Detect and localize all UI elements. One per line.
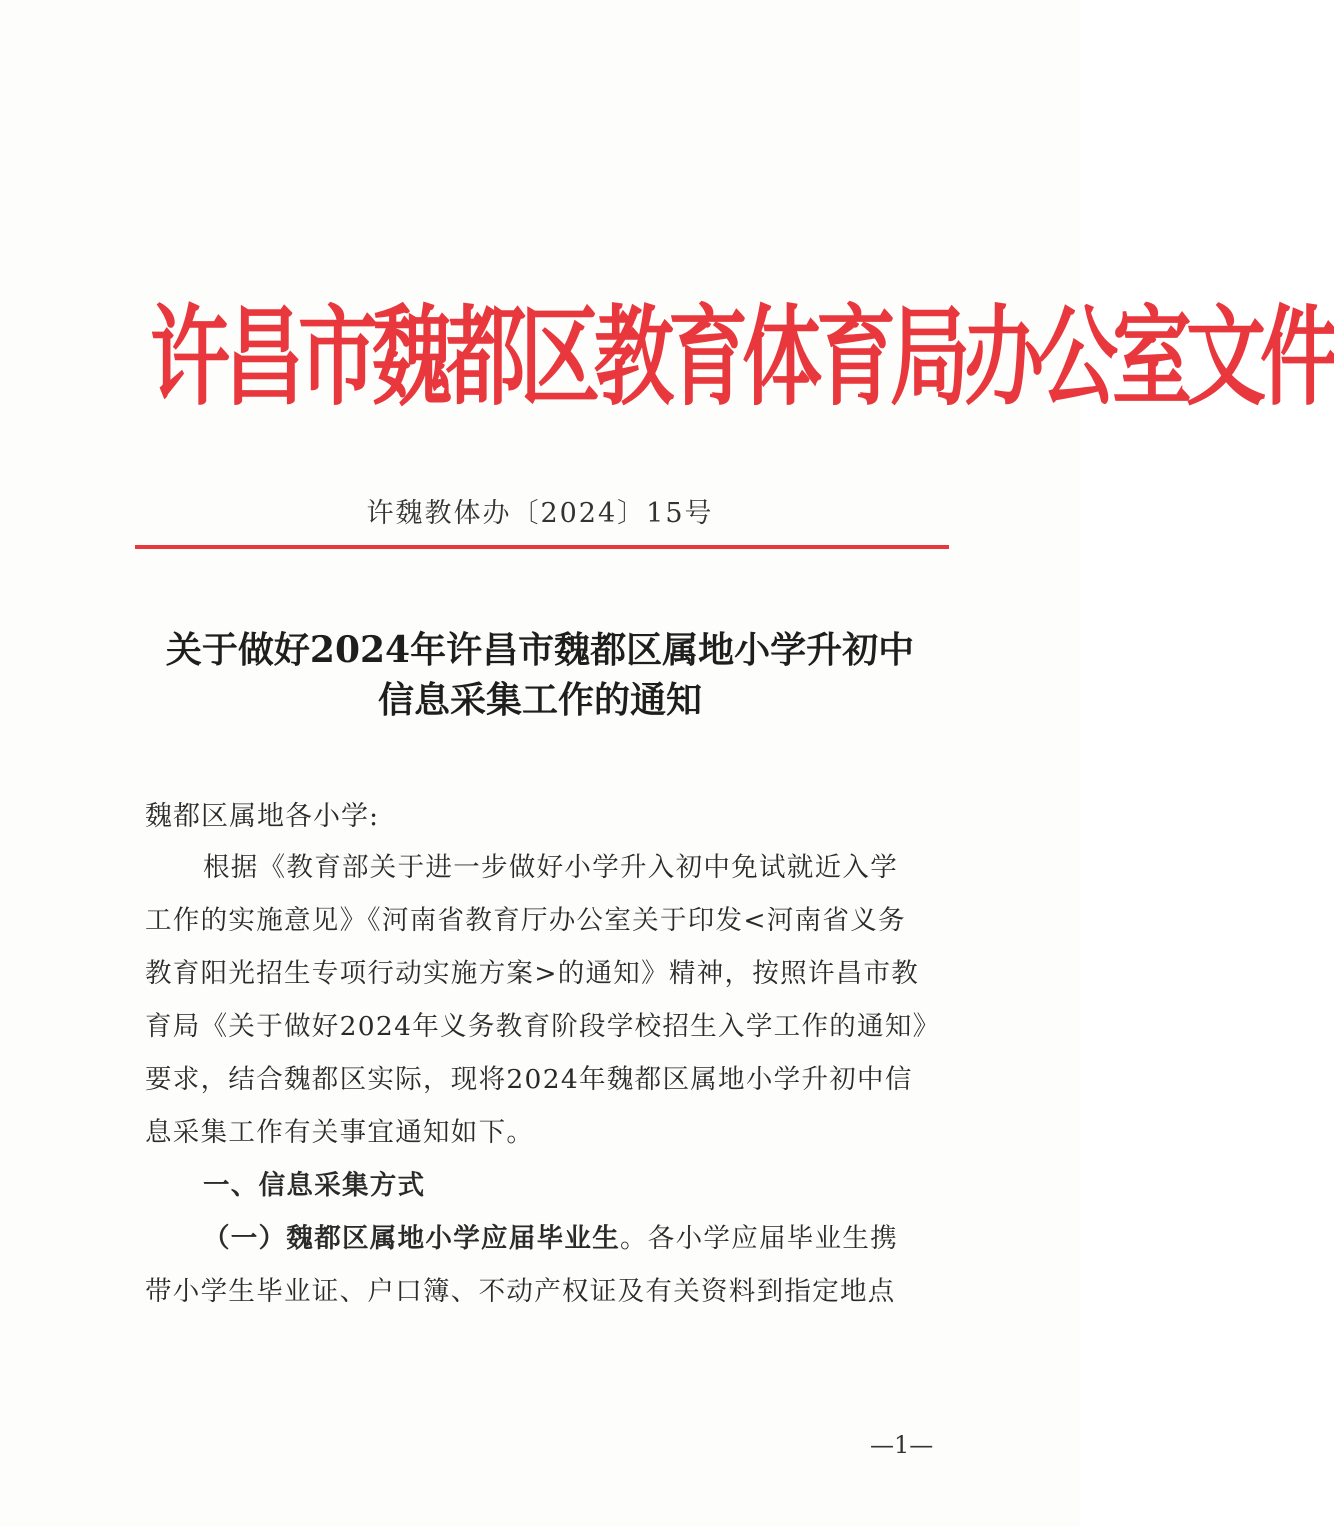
red-separator-rule xyxy=(135,545,949,549)
subsection1-line-2: 带小学生毕业证、户口簿、不动产权证及有关资料到指定地点 xyxy=(145,1276,896,1307)
title-line-2: 信息采集工作的通知 xyxy=(377,679,702,721)
subsection1-line-1 xyxy=(145,1219,945,1272)
page-number: —1— xyxy=(870,1431,934,1459)
document-number: 许魏教体办〔2024〕15号 xyxy=(366,498,714,529)
paragraph1-line-1: 根据《教育部关于进一步做好小学升入初中免试就近入学 xyxy=(203,852,898,883)
document-masthead: 许昌市魏都区教育体育局办公室文件 xyxy=(150,294,1334,421)
subsection1-bold-lead: （一）魏都区属地小学应届毕业生 xyxy=(203,1223,620,1254)
paragraph1-line-4: 育局《关于做好2024年义务教育阶段学校招生入学工作的通知》 xyxy=(145,1011,941,1042)
salutation: 魏都区属地各小学: xyxy=(145,801,380,832)
body-text xyxy=(145,848,945,1325)
paragraph1-line-6: 息采集工作有关事宜通知如下。 xyxy=(145,1117,535,1148)
document-title xyxy=(110,625,970,725)
paragraph1-line-5: 要求，结合魏都区实际，现将2024年魏都区属地小学升初中信 xyxy=(145,1064,913,1095)
paragraph1-line-2: 工作的实施意见》《河南省教育厅办公室关于印发<河南省义务 xyxy=(145,905,906,936)
title-line-1: 关于做好2024年许昌市魏都区属地小学升初中 xyxy=(165,629,915,671)
subsection1-rest: 。各小学应届毕业生携 xyxy=(620,1223,898,1254)
paragraph1-line-3: 教育阳光招生专项行动实施方案>的通知》精神，按照许昌市教 xyxy=(145,958,920,989)
section1-heading: 一、信息采集方式 xyxy=(203,1170,426,1201)
